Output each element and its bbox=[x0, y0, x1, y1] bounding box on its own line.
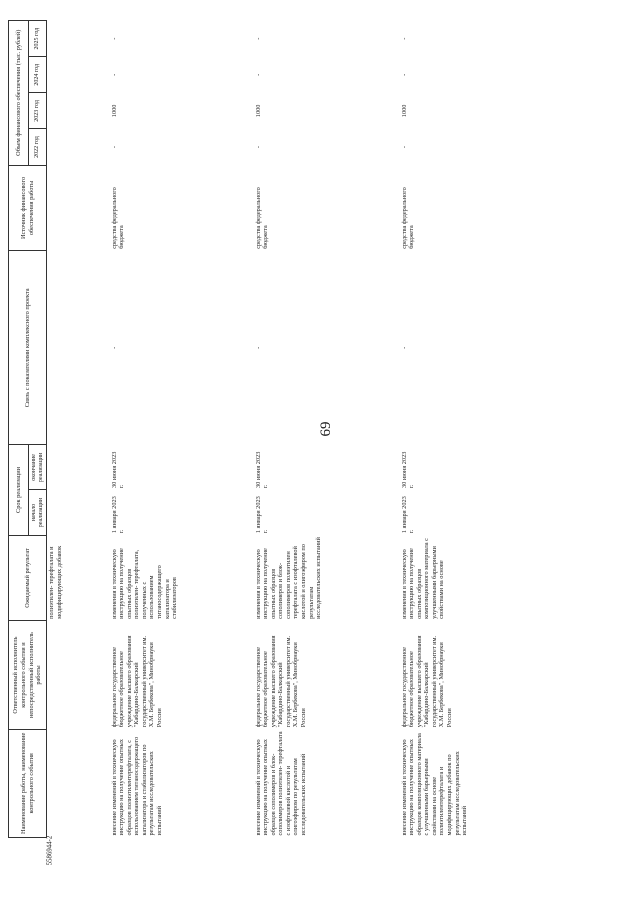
header-period: Срок реализации bbox=[9, 445, 29, 535]
header-end: окончание реализации bbox=[29, 445, 47, 490]
cell-2023: 1000 bbox=[400, 104, 408, 118]
cell-end: 30 июня 2023 г. bbox=[110, 451, 126, 488]
cell-2023: 1000 bbox=[110, 104, 118, 118]
cell-2022: - bbox=[254, 145, 262, 149]
cell-2023: 1000 bbox=[254, 104, 262, 118]
cell-link: - bbox=[110, 346, 118, 349]
cell-2025: - bbox=[400, 37, 408, 40]
cell-source: средства федерального бюджета bbox=[110, 187, 126, 249]
header-funding: Объем финансового обеспечения (тыс. рублей) bbox=[9, 21, 29, 166]
cell-2024: - bbox=[400, 73, 408, 76]
cell-name: внесение изменений в техническую инструкцию на получение опытных образцов композиционного материала с улучшенными барьерными свойствами на основе полиэтилентерефталата и модифицирующих добавок по результатам исследовательских испытаний bbox=[400, 733, 469, 836]
header-start: начало реализации bbox=[29, 490, 47, 535]
cell-name: внесение изменений в техническую инструкцию на получение опытных образцов сополимеров и блок-сополимеров полиэтилен- терефталата с изофталевой кислотой и олигоэфиром по результатам исследовательских испытаний bbox=[254, 731, 308, 836]
cell-result: изменения в техническую инструкцию на получение опытных образцов композиционного материала с улучшенными барьерными свойствами на основе bbox=[400, 538, 446, 619]
cell-start: 1 января 2023 г. bbox=[110, 496, 126, 534]
cell-result: изменения в техническую инструкцию на получение опытных образцов сополимеров и блок-сополимеров полиэтилен терефталата с изофталевой кислотой и олигоэфиром по результатам исследовательских испытаний bbox=[254, 537, 323, 619]
header-responsible: Ответственный исполнитель контрольного события и непосредственный исполнитель работы bbox=[9, 621, 47, 729]
cell-2025: - bbox=[254, 37, 262, 40]
table-row bbox=[395, 21, 577, 838]
table-row bbox=[105, 21, 249, 838]
cell-result: изменения в техническую инструкцию на получение опытных образцов полиэтилен- терефталата, полученных с использованием титаносодержащего катализатора и стабилизаторов bbox=[110, 548, 179, 619]
cell-end: 30 июня 2023 г. bbox=[400, 451, 416, 488]
header-year-2024: 2024 год bbox=[29, 57, 47, 93]
cell-name: внесение изменений в техническую инструкцию на получение опытных образцов полиэтилентерефталата, с использованием титаносодержащего катализатора и стабилизаторов по результатам исследовательских испытаний bbox=[110, 736, 164, 836]
document-code: 5586944-2 bbox=[46, 835, 54, 866]
table-row-continuation bbox=[47, 21, 105, 838]
cell-result: полиэтилен- терефталата и модифицирующих добавок bbox=[48, 545, 63, 619]
cell-link: - bbox=[254, 346, 262, 349]
cell-start: 1 января 2023 г. bbox=[400, 496, 416, 534]
cell-2022: - bbox=[110, 145, 118, 149]
cell-responsible: федеральное государственное бюджетное образовательное учреждение высшего образования "Кабардино-Балкарский государственный университет им. Х.М. Бербекова", Минобрнауки России bbox=[110, 635, 164, 728]
cell-2022: - bbox=[400, 145, 408, 149]
header-year-2022: 2022 год bbox=[29, 129, 47, 165]
cell-source: средства федерального бюджета bbox=[254, 187, 270, 249]
cell-link: - bbox=[400, 346, 408, 349]
header-year-2025: 2025 год bbox=[29, 21, 47, 57]
cell-responsible: федеральное государственное бюджетное образовательное учреждение высшего образования "Кабардино-Балкарский государственный университет им. Х.М. Бербекова", Минобрнауки России bbox=[400, 635, 454, 728]
header-link: Связь с показателями комплексного проекта bbox=[9, 251, 47, 445]
header-result: Ожидаемый результат bbox=[9, 535, 47, 621]
header-source: Источник финансового обеспечения работы bbox=[9, 165, 47, 251]
table-row bbox=[249, 21, 395, 838]
plan-table bbox=[8, 20, 577, 838]
cell-end: 30 июня 2023 г. bbox=[254, 451, 270, 488]
cell-start: 1 января 2023 г. bbox=[254, 496, 270, 534]
header-year-2023: 2023 год bbox=[29, 93, 47, 129]
cell-responsible: федеральное государственное бюджетное образовательное учреждение высшего образования "Кабардино-Балкарский государственный университет им. Х.М. Бербекова", Минобрнауки России bbox=[254, 635, 308, 728]
cell-2025: - bbox=[110, 37, 118, 40]
rotated-table-container bbox=[8, 20, 576, 838]
cell-2024: - bbox=[254, 73, 262, 76]
header-name: Наименование работы, наименование контрольного события bbox=[9, 729, 47, 837]
cell-source: средства федерального бюджета bbox=[400, 187, 416, 249]
page-number: 69 bbox=[318, 421, 334, 437]
cell-2024: - bbox=[110, 73, 118, 76]
